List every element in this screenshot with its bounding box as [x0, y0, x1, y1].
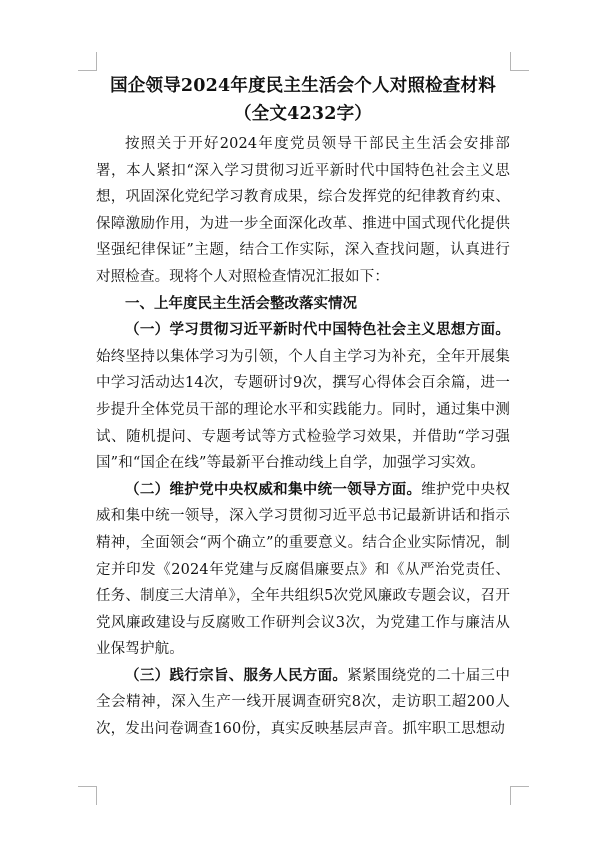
item-heading-3: （三）践行宗旨、服务人民方面。 [125, 666, 348, 684]
item-body-2: 维护党中央权威和集中统一领导，深入学习贯彻习近平总书记最新讲话和指示精神，全面领会“两个确立”的重要意义。结合企业实际情况，制定并印发《2024年党建与反腐倡廉要点》和《从严治党责任、任务、制度三大清单》，全年共组织5次党风廉政专题会议，召开党风廉政建设与反腐败工作研判会议3次，为党建工作与廉洁从业保驾护航。 [96, 481, 510, 658]
item-body-1: 始终坚持以集体学习为引领，个人自主学习为补充，全年开展集中学习活动达14次，专题研讨9次，撰写心得体会百余篇，进一步提升全体党员干部的理论水平和实践能力。同时，通过集中测试、随机提问、专题考试等方式检验学习效果，并借助“学习强国”和“国企在线”等最新平台推动线上自学，加强学习实效。 [96, 348, 510, 472]
item-paragraph-2 [96, 477, 510, 663]
crop-mark-bottom-left [78, 786, 97, 805]
item-paragraph-1 [96, 317, 510, 477]
item-heading-2: （二）维护党中央权威和集中统一领导方面。 [125, 480, 422, 498]
crop-mark-top-right [510, 52, 529, 71]
item-paragraph-3 [96, 663, 510, 743]
item-body-3: 紧紧围绕党的二十届三中全会精神，深入生产一线开展调查研究8次，走访职工超200人次，发出问卷调查160份，真实反映基层声音。抓牢职工思想动 [96, 667, 511, 738]
item-heading-1: （一）学习贯彻习近平新时代中国特色社会主义思想方面。 [125, 321, 510, 339]
document-subtitle: （全文4232字） [233, 104, 372, 124]
document-title: 国企领导2024年度民主生活会个人对照检查材料 [110, 76, 496, 96]
section-heading: 一、上年度民主生活会整改落实情况 [125, 294, 357, 312]
crop-mark-top-left [78, 52, 97, 71]
document-page [96, 72, 510, 743]
crop-mark-bottom-right [510, 786, 529, 805]
intro-paragraph: 按照关于开好2024年度党员领导干部民主生活会安排部署，本人紧扣“深入学习贯彻习近平新时代中国特色社会主义思想，巩固深化党纪学习教育成果，综合发挥党的纪律教育约束、保障激励作用，为进一步全面深化改革、推进中国式现代化提供坚强纪律保证”主题，结合工作实际，深入查找问题，认真进行对照检查。现将个人对照检查情况汇报如下： [96, 136, 510, 285]
